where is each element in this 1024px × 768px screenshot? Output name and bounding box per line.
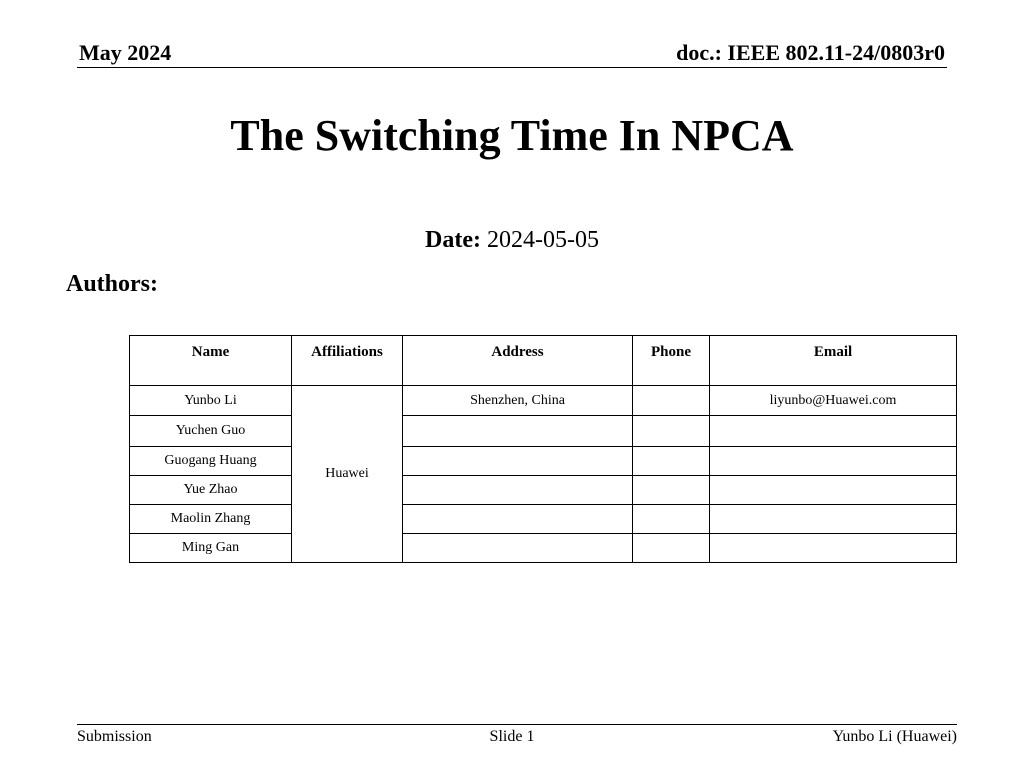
authors-table [129,335,957,563]
table-row [130,505,957,534]
author-name: Ming Gan [130,534,292,563]
footer-slide-number: Slide 1 [489,728,535,745]
author-email [710,476,957,505]
author-phone [633,416,710,447]
author-name: Yuchen Guo [130,416,292,447]
author-email [710,416,957,447]
author-phone [633,476,710,505]
date-label: Date: [425,227,481,253]
date-value: 2024-05-05 [486,227,599,253]
table-row [130,416,957,447]
table-row [130,476,957,505]
column-header-affiliations: Affiliations [292,336,403,386]
date-line [0,227,1024,254]
column-header-name: Name [130,336,292,386]
author-name: Maolin Zhang [130,505,292,534]
author-email [710,447,957,476]
header-date: May 2024 [79,40,172,65]
author-email [710,534,957,563]
table-row [130,386,957,416]
author-phone [633,447,710,476]
author-address [403,447,633,476]
author-phone [633,534,710,563]
author-address: Shenzhen, China [403,386,633,416]
author-address [403,476,633,505]
column-header-phone: Phone [633,336,710,386]
table-row [130,447,957,476]
author-phone [633,505,710,534]
author-email [710,505,957,534]
slide-title: The Switching Time In NPCA [230,111,794,160]
author-address [403,416,633,447]
footer-submission: Submission [77,728,152,745]
footer-divider [77,724,957,725]
author-phone [633,386,710,416]
header-divider [77,67,947,68]
footer-author: Yunbo Li (Huawei) [832,728,957,745]
table-header-row [130,336,957,386]
author-name: Yue Zhao [130,476,292,505]
author-name: Guogang Huang [130,447,292,476]
author-address [403,534,633,563]
author-name: Yunbo Li [130,386,292,416]
author-email: liyunbo@Huawei.com [710,386,957,416]
column-header-address: Address [403,336,633,386]
authors-label: Authors: [66,271,159,297]
table-row [130,534,957,563]
header-doc-id: doc.: IEEE 802.11-24/0803r0 [676,40,945,65]
column-header-email: Email [710,336,957,386]
author-affiliation: Huawei [292,386,403,563]
author-address [403,505,633,534]
